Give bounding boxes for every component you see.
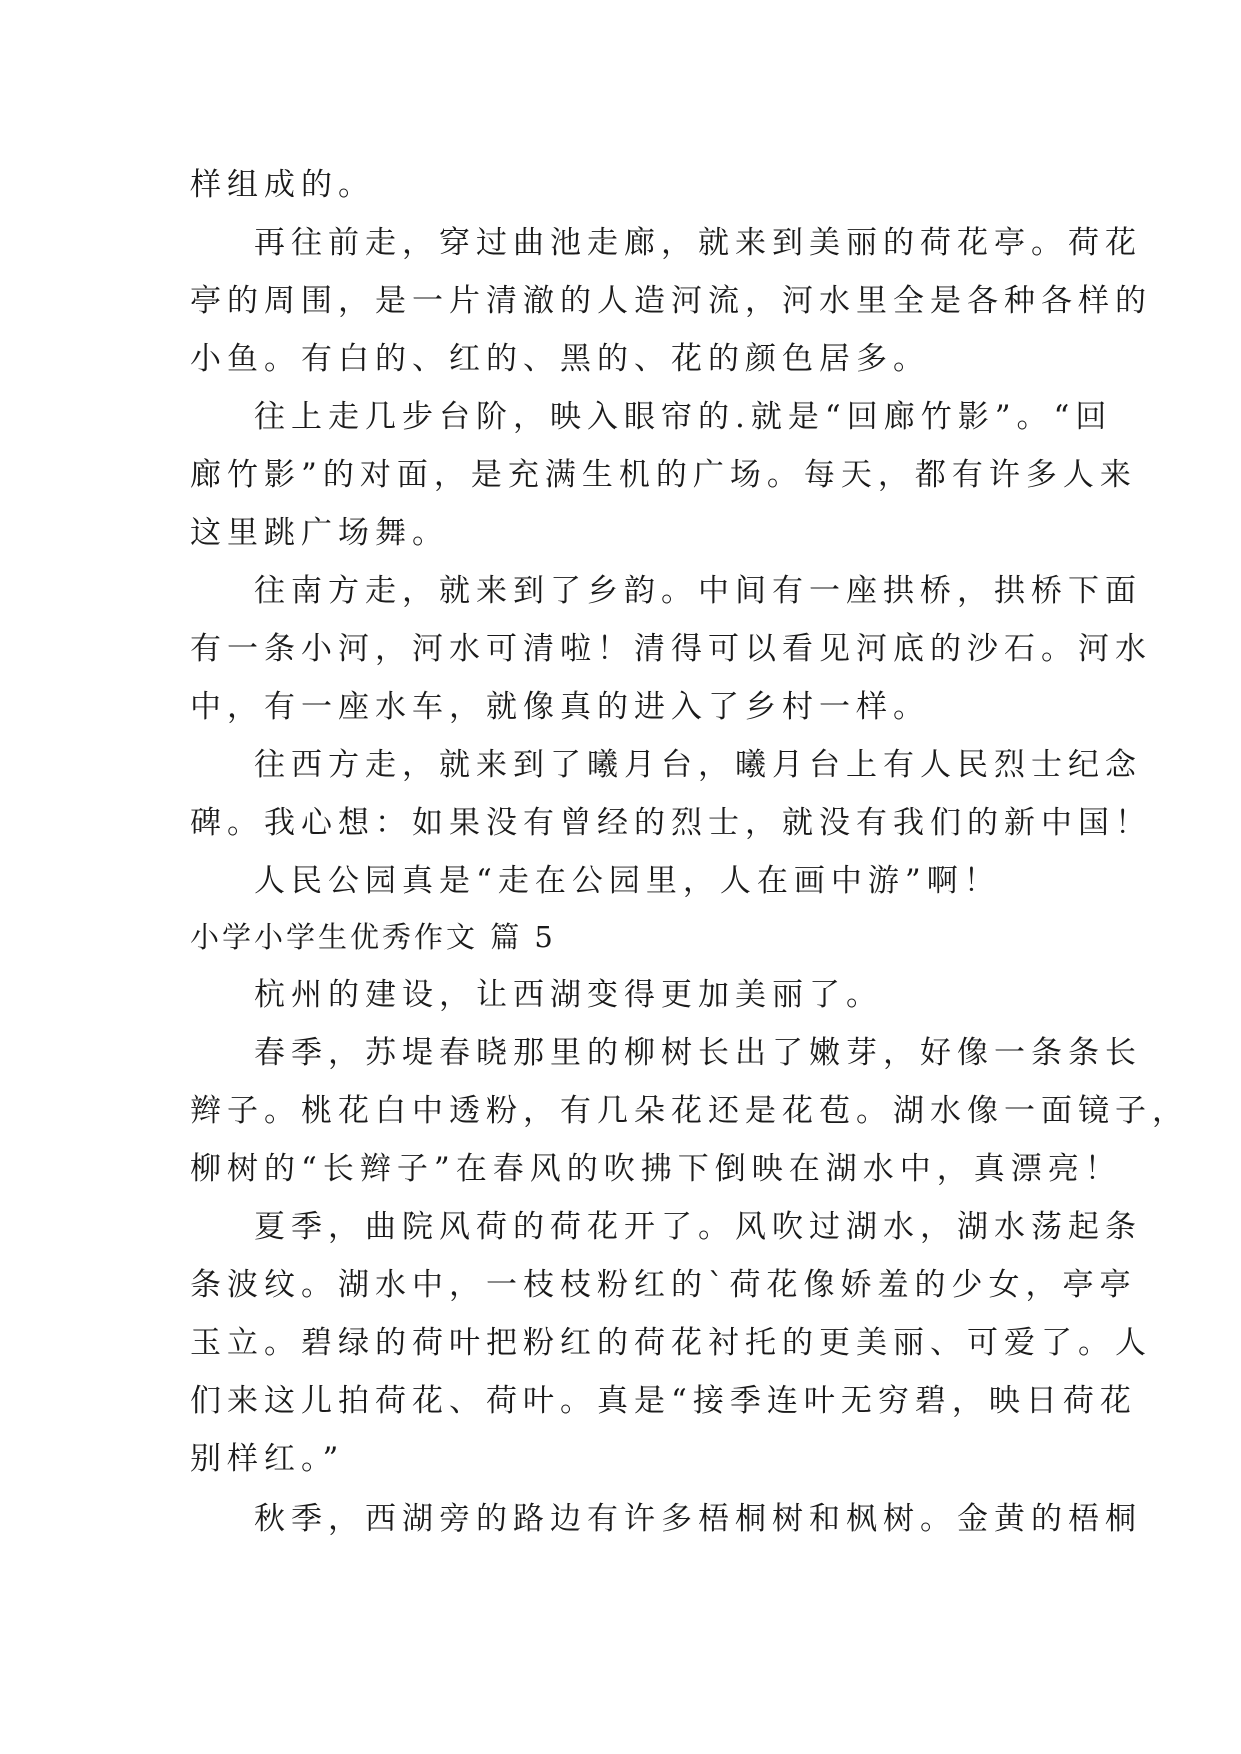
text-line: 有一条小河，河水可清啦！清得可以看见河底的沙石。河水 bbox=[190, 631, 1152, 667]
paragraph-start: 春季，苏堤春晓那里的柳树长出了嫩芽，好像一条条长 bbox=[254, 1035, 1142, 1071]
text-line: 玉立。碧绿的荷叶把粉红的荷花衬托的更美丽、可爱了。人 bbox=[190, 1325, 1152, 1361]
paragraph-start: 夏季，曲院风荷的荷花开了。风吹过湖水，湖水荡起条 bbox=[254, 1209, 1142, 1245]
paragraph-start: 秋季，西湖旁的路边有许多梧桐树和枫树。金黄的梧桐 bbox=[254, 1501, 1142, 1537]
text-line: 小鱼。有白的、红的、黑的、花的颜色居多。 bbox=[190, 341, 930, 377]
text-line: 亭的周围，是一片清澈的人造河流，河水里全是各种各样的 bbox=[190, 283, 1152, 319]
paragraph-start: 人民公园真是“走在公园里，人在画中游”啊！ bbox=[254, 863, 1001, 899]
paragraph-start: 往南方走，就来到了乡韵。中间有一座拱桥，拱桥下面 bbox=[254, 573, 1142, 609]
text-line: 样组成的。 bbox=[190, 167, 375, 203]
text-line: 中，有一座水车，就像真的进入了乡村一样。 bbox=[190, 689, 930, 725]
text-line: 这里跳广场舞。 bbox=[190, 515, 449, 551]
paragraph-start: 杭州的建设，让西湖变得更加美丽了。 bbox=[254, 977, 883, 1013]
paragraph-start: 往西方走，就来到了曦月台，曦月台上有人民烈士纪念 bbox=[254, 747, 1142, 783]
text-line: 别样红。” bbox=[190, 1441, 345, 1477]
text-line: 碑。我心想：如果没有曾经的烈士，就没有我们的新中国！ bbox=[190, 805, 1152, 841]
text-line: 条波纹。湖水中，一枝枝粉红的`荷花像娇羞的少女，亭亭 bbox=[190, 1267, 1137, 1303]
paragraph-start: 往上走几步台阶，映入眼帘的.就是“回廊竹影”。“回 bbox=[254, 399, 1113, 435]
text-line: 柳树的“长辫子”在春风的吹拂下倒映在湖水中，真漂亮！ bbox=[190, 1151, 1122, 1187]
text-line: 辫子。桃花白中透粉，有几朵花还是花苞。湖水像一面镜子， bbox=[190, 1093, 1189, 1129]
text-line: 们来这儿拍荷花、荷叶。真是“接季连叶无穷碧，映日荷花 bbox=[190, 1383, 1137, 1419]
paragraph-start: 再往前走，穿过曲池走廊，就来到美丽的荷花亭。荷花 bbox=[254, 225, 1142, 261]
text-line: 廊竹影”的对面，是充满生机的广场。每天，都有许多人来 bbox=[190, 457, 1137, 493]
section-heading: 小学小学生优秀作文 篇 5 bbox=[190, 920, 556, 954]
